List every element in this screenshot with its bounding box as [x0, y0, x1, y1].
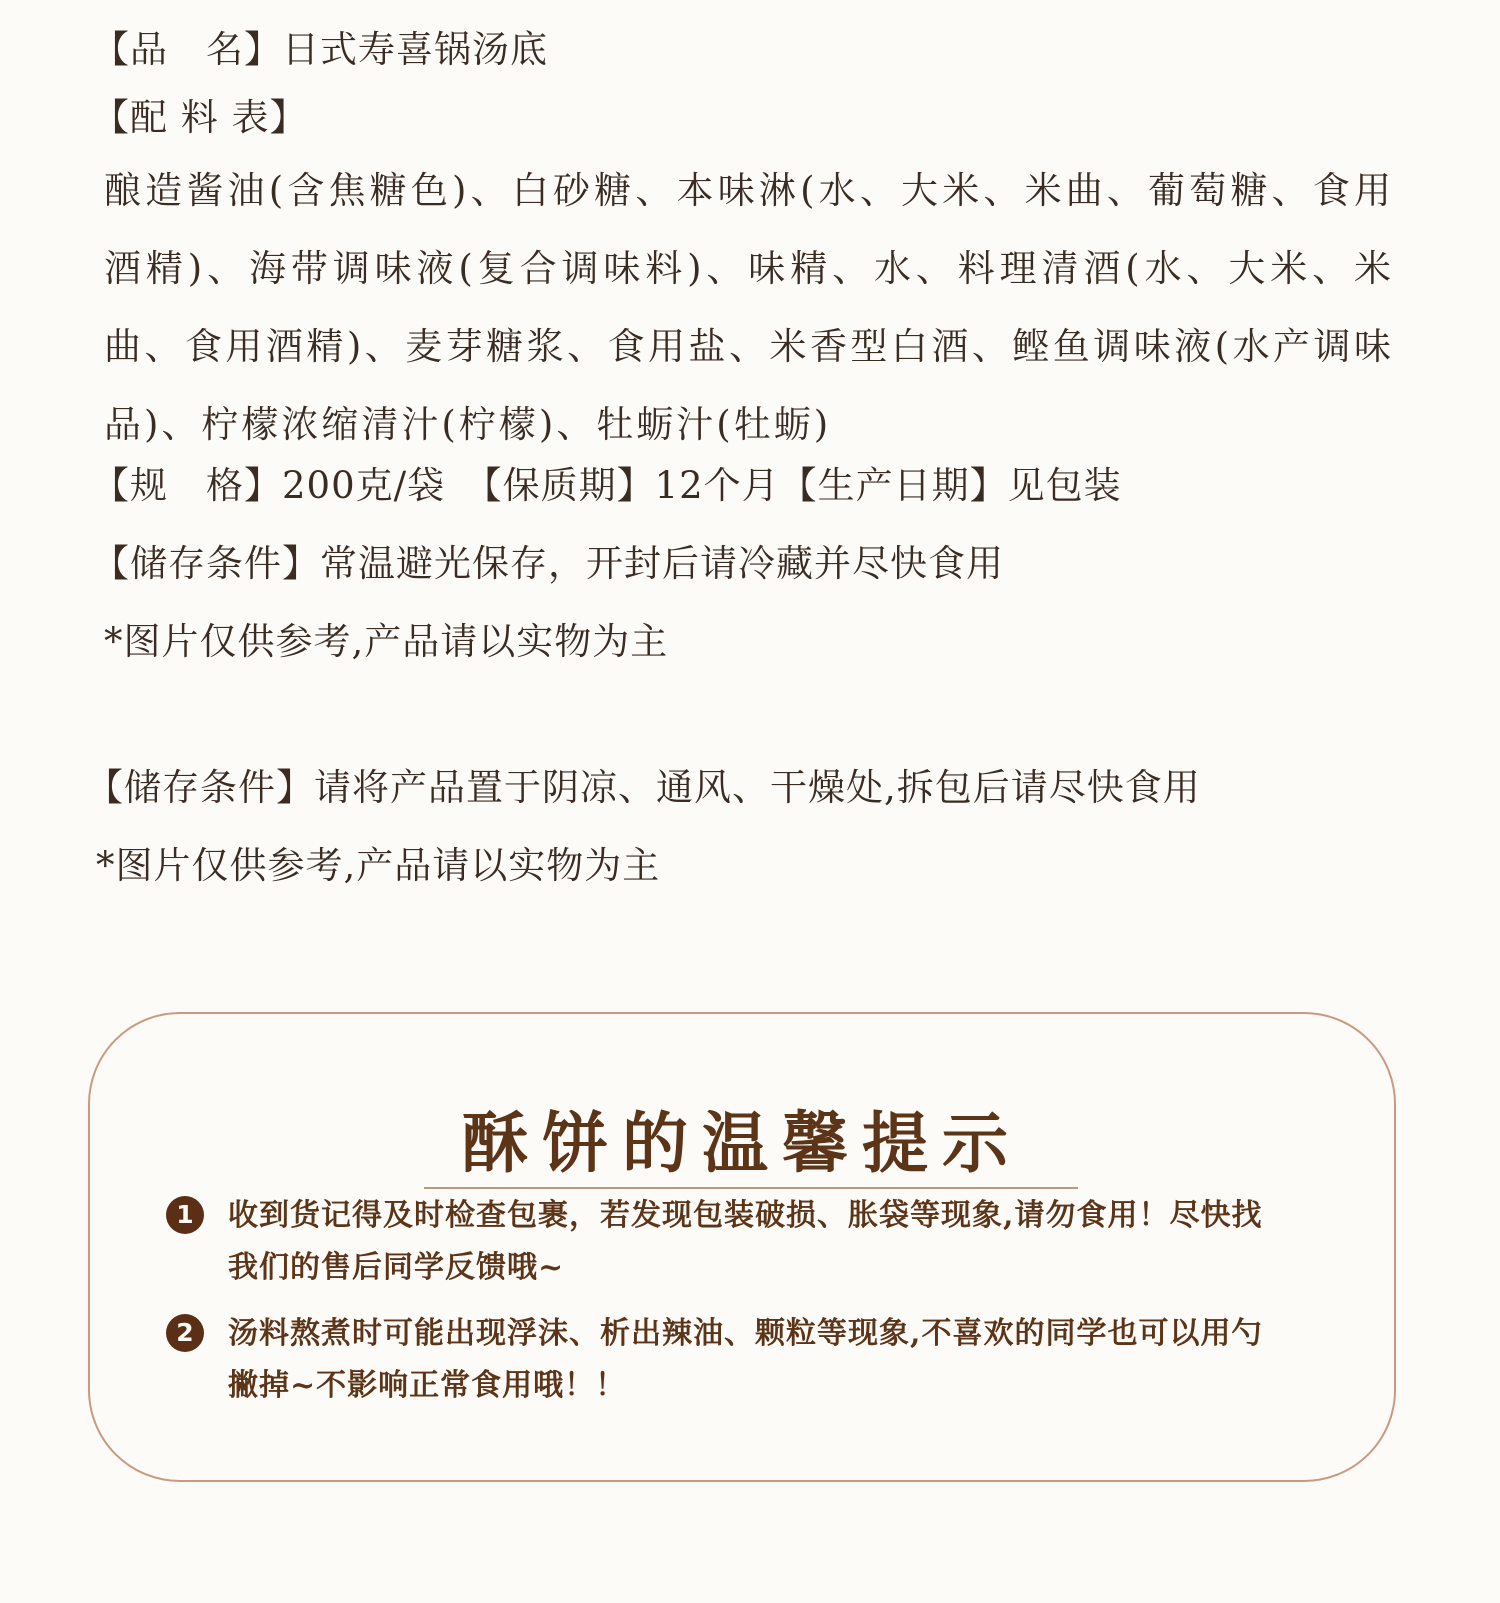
ingredients-list: 酿造酱油(含焦糖色)、白砂糖、本味淋(水、大米、米曲、葡萄糖、食用酒精)、海带调味液(复合调味料)、味精、水、料理清酒(水、大米、米曲、食用酒精)、麦芽糖浆、食用盐、米香型白酒、鲣鱼调味液(水产调味品)、柠檬浓缩清汁(柠檬)、牡蛎汁(牡蛎)	[104, 169, 1394, 446]
product-name: 【品 名】日式寿喜锅汤底	[92, 28, 548, 71]
tip-text: 收到货记得及时检查包裹，若发现包装破损、胀袋等现象,请勿食用！尽快找我们的售后同学反馈哦~	[228, 1198, 1263, 1285]
number-2-badge-icon: 2	[166, 1314, 204, 1352]
title-divider	[424, 1187, 1078, 1189]
tip-item	[166, 1190, 1286, 1294]
tips-title: 酥饼的温馨提示	[462, 1104, 1022, 1182]
storage-conditions: 【储存条件】常温避光保存，开封后请冷藏并尽快食用	[92, 542, 1004, 585]
ingredients-label: 【配 料 表】	[92, 96, 308, 139]
tip-text: 汤料熬煮时可能出现浮沫、析出辣油、颗粒等现象,不喜欢的同学也可以用勺撇掉~不影响正常食用哦！！	[228, 1316, 1263, 1403]
number-1-badge-icon: 1	[166, 1196, 204, 1234]
warm-tips-box	[88, 1012, 1396, 1482]
spec-line: 【规 格】200克/袋 【保质期】12个月【生产日期】见包装	[92, 464, 1122, 507]
storage-conditions-2: 【储存条件】请将产品置于阴凉、通风、干燥处,拆包后请尽快食用	[86, 766, 1201, 809]
disclaimer: *图片仅供参考,产品请以实物为主	[104, 620, 669, 663]
disclaimer-2: *图片仅供参考,产品请以实物为主	[96, 844, 661, 887]
tip-item	[166, 1308, 1286, 1412]
